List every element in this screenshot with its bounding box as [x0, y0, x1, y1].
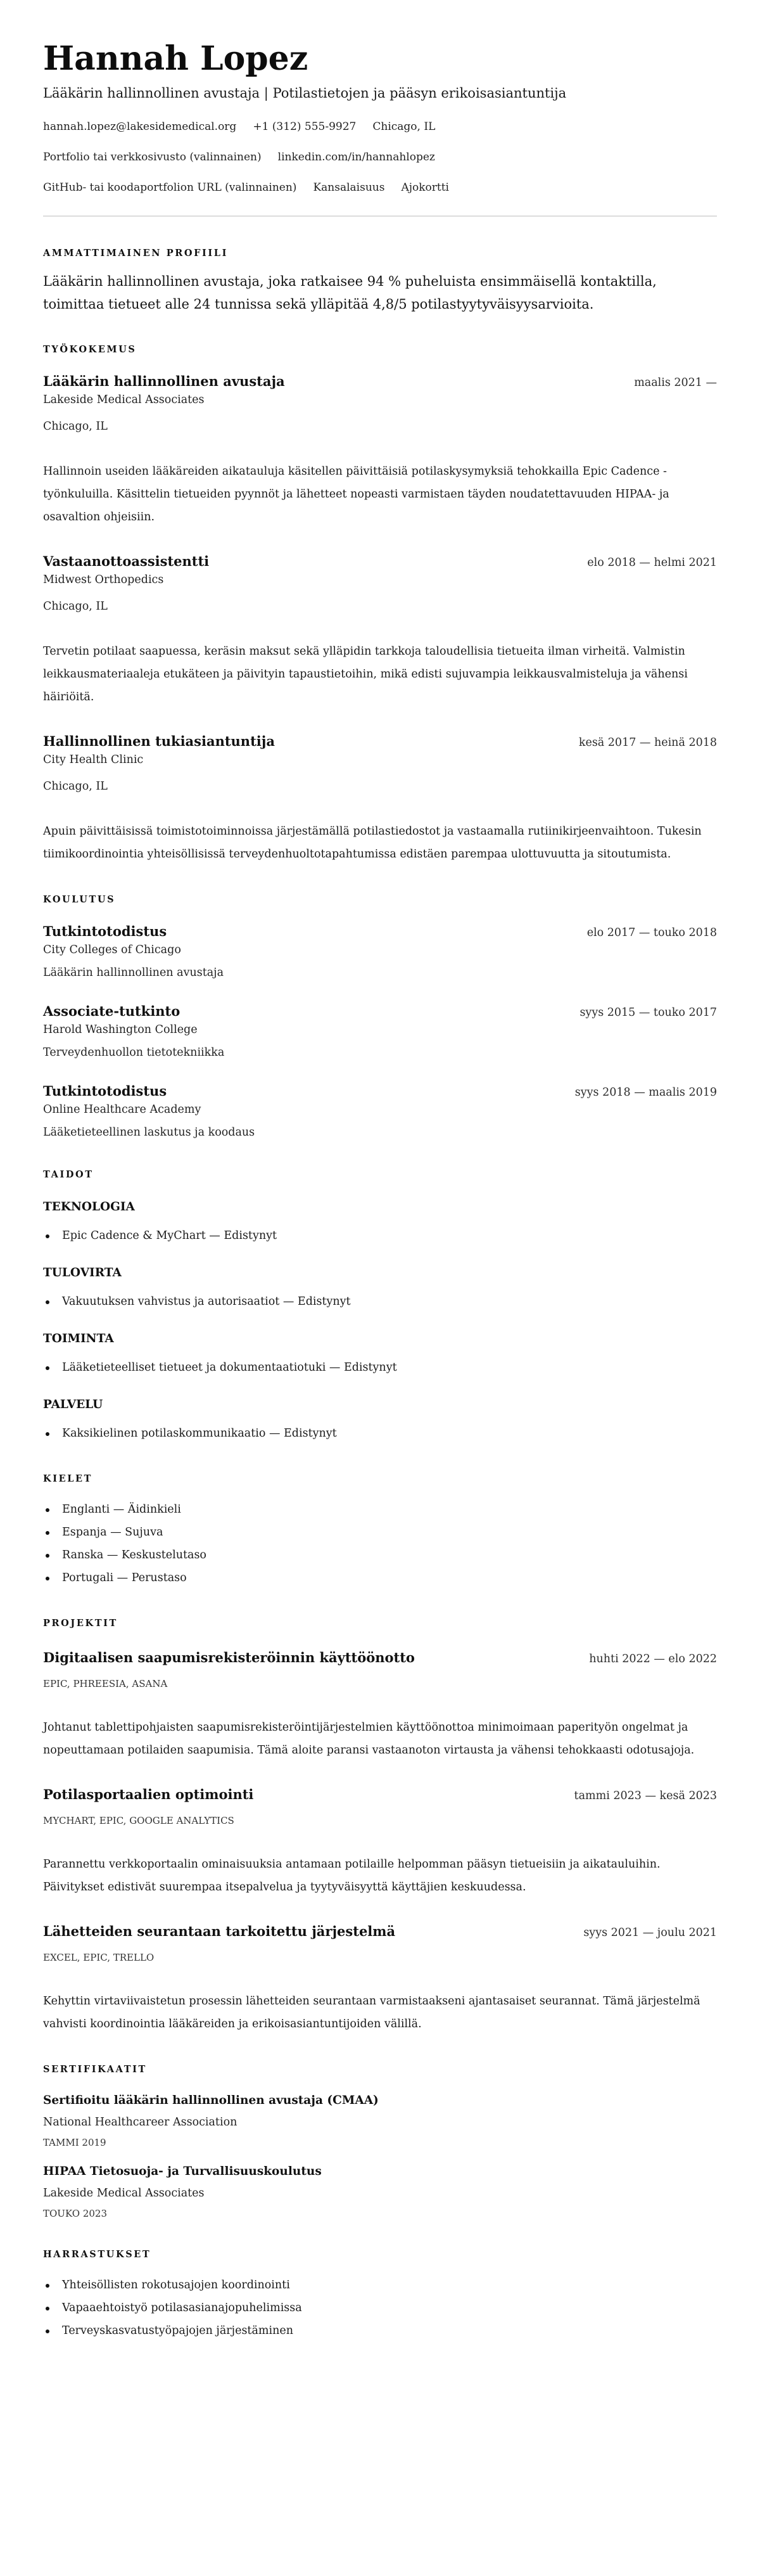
skill-item: Lääketieteelliset tietueet ja dokumentaatiotuki — Edistynyt [43, 1356, 717, 1379]
contact-phone[interactable]: +1 (312) 555-9927 [253, 120, 357, 133]
job-title: Vastaanottoassistentti [43, 553, 210, 569]
job-company: City Health Clinic [43, 753, 144, 766]
project-entry [43, 1649, 717, 1762]
job-dates: maalis 2021 — [634, 376, 717, 389]
education-entry [43, 1082, 717, 1141]
job-company: Midwest Orthopedics [43, 574, 164, 586]
project-description: Kehyttin virtaviivaistetun prosessin lähetteiden seurantaan varmistaakseni ajantasaiset seurannat. Tämä järjestelmä vahvisti koordinointia lääkäreiden ja erikoisasiantuntijoiden välillä. [43, 1995, 700, 2030]
job-title: Lääkärin hallinnollinen avustaja [43, 373, 285, 389]
skill-category: PALVELU [43, 1398, 103, 1411]
job-location: Chicago, IL [43, 420, 108, 433]
project-dates: huhti 2022 — elo 2022 [589, 1653, 717, 1665]
certification-name: Sertifioitu lääkärin hallinnollinen avustaja (CMAA) [43, 2094, 379, 2107]
job-description: Tervetin potilaat saapuessa, keräsin maksut sekä ylläpidin tarkkoja taloudellisia tietueita ilman virheitä. Valmistin leikkausmateriaaleja etukäteen ja päivityin tapaustietoihin, mikä edisti sujuvampia leikkausvalmisteluja ja vähensi häiriöitä. [43, 645, 688, 703]
project-description: Johtanut tablettipohjaisten saapumisrekisteröintijärjestelmien käyttöönottoa minimoimaan paperityön ongelmat ja nopeuttamaan potilaiden saapumisia. Tämä aloite paransi vastaanoton virtausta ja vähensi tehokkaasti odotusajoja. [43, 1721, 695, 1757]
candidate-headline: Lääkärin hallinnollinen avustaja | Potilastietojen ja pääsyn erikoisasiantuntija [43, 86, 567, 101]
hobby-item: Yhteisöllisten rokotusajojen koordinointi [43, 2274, 717, 2297]
profile-summary: Lääkärin hallinnollinen avustaja, joka ratkaisee 94 % puheluista ensimmäisellä kontaktilla, toimittaa tietueet alle 24 tunnissa sekä ylläpitää 4,8/5 potilastyytyväisyysarvioita. [43, 274, 657, 312]
experience-entry [43, 373, 717, 529]
contact-citizenship: Kansalaisuus [313, 181, 385, 194]
language-item: Espanja — Sujuva [43, 1521, 717, 1544]
skill-item: Vakuutuksen vahvistus ja autorisaatiot — Edistynyt [43, 1290, 717, 1313]
education-entry [43, 1003, 717, 1061]
project-tags: EXCEL, EPIC, TRELLO [43, 1952, 155, 1963]
experience-entry [43, 553, 717, 708]
skill-item: Epic Cadence & MyChart — Edistynyt [43, 1224, 717, 1247]
project-name: Potilasportaalien optimointi [43, 1786, 254, 1802]
section-projects [43, 1617, 717, 2035]
project-name: Digitaalisen saapumisrekisteröinnin käyttöönotto [43, 1650, 415, 1665]
project-entry [43, 1786, 717, 1899]
skill-group-technology [43, 1199, 717, 1247]
certification-date: TOUKO 2023 [43, 2208, 107, 2219]
project-tags: EPIC, PHREESIA, ASANA [43, 1678, 168, 1689]
skill-item: Kaksikielinen potilaskommunikaatio — Edistynyt [43, 1422, 717, 1445]
section-title-education: KOULUTUS [43, 894, 116, 905]
skill-category: TOIMINTA [43, 1332, 114, 1345]
section-education [43, 894, 717, 1141]
skill-group-revenue [43, 1265, 717, 1313]
job-location: Chicago, IL [43, 600, 108, 613]
certification-name: HIPAA Tietosuoja- ja Turvallisuuskoulutus [43, 2165, 322, 2178]
section-title-projects: PROJEKTIT [43, 1618, 118, 1629]
project-description: Parannettu verkkoportaalin ominaisuuksia antamaan potilaille helpomman pääsyn tietueisiin ja aikatauluihin. Päivitykset edistivät suurempaa itsepalvelua ja tyytyväisyyttä käyttäjien keskuudessa. [43, 1858, 661, 1894]
job-title: Hallinnollinen tukiasiantuntija [43, 733, 275, 749]
contact-email[interactable]: hannah.lopez@lakesidemedical.org [43, 120, 237, 133]
certification-issuer: National Healthcareer Association [43, 2116, 238, 2129]
section-title-experience: TYÖKOKEMUS [43, 344, 137, 355]
job-dates: kesä 2017 — heinä 2018 [578, 736, 717, 749]
certification-entry [43, 2092, 717, 2150]
project-dates: syys 2021 — joulu 2021 [583, 1926, 717, 1939]
contact-portfolio[interactable]: Portfolio tai verkkosivusto (valinnainen) [43, 151, 262, 163]
skill-category: TEKNOLOGIA [43, 1200, 135, 1214]
study-field: Lääketieteellinen laskutus ja koodaus [43, 1126, 255, 1139]
contact-row-links [43, 150, 717, 165]
contact-github[interactable]: GitHub- tai koodaportfolion URL (valinnainen) [43, 181, 297, 194]
skill-group-operations [43, 1331, 717, 1379]
skill-category: TULOVIRTA [43, 1266, 122, 1279]
section-hobbies [43, 2248, 717, 2342]
degree-dates: elo 2017 — touko 2018 [586, 926, 717, 939]
study-field: Lääkärin hallinnollinen avustaja [43, 966, 224, 979]
job-dates: elo 2018 — helmi 2021 [587, 556, 717, 569]
degree-dates: syys 2018 — maalis 2019 [574, 1086, 717, 1099]
job-description: Hallinnoin useiden lääkäreiden aikatauluja käsitellen päivittäisiä potilaskysymyksiä tehokkailla Epic Cadence -työnkuluilla. Käsittelin tietueiden pyynnöt ja lähetteet nopeasti varmistaen täyden noudatettavuuden HIPAA- ja osavaltion ohjeisiin. [43, 465, 669, 523]
contact-linkedin[interactable]: linkedin.com/in/hannahlopez [277, 151, 435, 163]
hobby-item: Terveyskasvatustyöpajojen järjestäminen [43, 2319, 717, 2342]
project-entry [43, 1923, 717, 2035]
section-title-profile: AMMATTIMAINEN PROFIILI [43, 248, 228, 259]
language-item: Portugali — Perustaso [43, 1567, 717, 1589]
contact-location: Chicago, IL [372, 120, 436, 133]
candidate-name: Hannah Lopez [43, 39, 308, 78]
experience-entry [43, 733, 717, 866]
job-description: Apuin päivittäisissä toimistotoiminnoissa järjestämällä potilastiedostot ja vastaamalla rutiinikirjeenvaihtoon. Tukesin tiimikoordinointia yhteisöllisissä terveydenhuoltotapahtumissa edistäen parempaa ulottuvuutta ja sitoutumista. [43, 825, 702, 861]
certification-issuer: Lakeside Medical Associates [43, 2187, 205, 2200]
project-dates: tammi 2023 — kesä 2023 [574, 1790, 717, 1802]
degree-title: Associate-tutkinto [43, 1003, 180, 1019]
language-item: Englanti — Äidinkieli [43, 1498, 717, 1521]
school-name: Harold Washington College [43, 1023, 198, 1036]
section-title-certifications: SERTIFIKAATIT [43, 2064, 147, 2075]
section-title-hobbies: HARRASTUKSET [43, 2249, 151, 2260]
project-tags: MYCHART, EPIC, GOOGLE ANALYTICS [43, 1815, 234, 1826]
resume-header [43, 37, 717, 217]
section-title-languages: KIELET [43, 1473, 93, 1484]
job-location: Chicago, IL [43, 780, 108, 793]
section-profile [43, 247, 717, 316]
degree-title: Tutkintotodistus [43, 1083, 167, 1099]
contact-row-extra [43, 180, 717, 195]
language-item: Ranska — Keskustelutaso [43, 1544, 717, 1567]
education-entry [43, 923, 717, 981]
section-languages [43, 1473, 717, 1589]
project-name: Lähetteiden seurantaan tarkoitettu järjestelmä [43, 1923, 396, 1939]
degree-dates: syys 2015 — touko 2017 [580, 1006, 717, 1019]
contact-row-primary [43, 119, 717, 134]
header-divider [43, 215, 717, 217]
study-field: Terveydenhuollon tietotekniikka [43, 1046, 225, 1059]
section-certifications [43, 2063, 717, 2220]
job-company: Lakeside Medical Associates [43, 394, 205, 406]
school-name: Online Healthcare Academy [43, 1103, 201, 1116]
section-experience [43, 343, 717, 866]
certification-date: TAMMI 2019 [43, 2137, 106, 2148]
degree-title: Tutkintotodistus [43, 923, 167, 939]
hobby-item: Vapaaehtoistyö potilasasianajopuhelimissa [43, 2297, 717, 2319]
certification-entry [43, 2163, 717, 2220]
section-title-skills: TAIDOT [43, 1169, 94, 1180]
section-skills [43, 1169, 717, 1445]
skill-group-service [43, 1397, 717, 1445]
school-name: City Colleges of Chicago [43, 944, 181, 956]
contact-drivers-license: Ajokortti [401, 181, 449, 194]
